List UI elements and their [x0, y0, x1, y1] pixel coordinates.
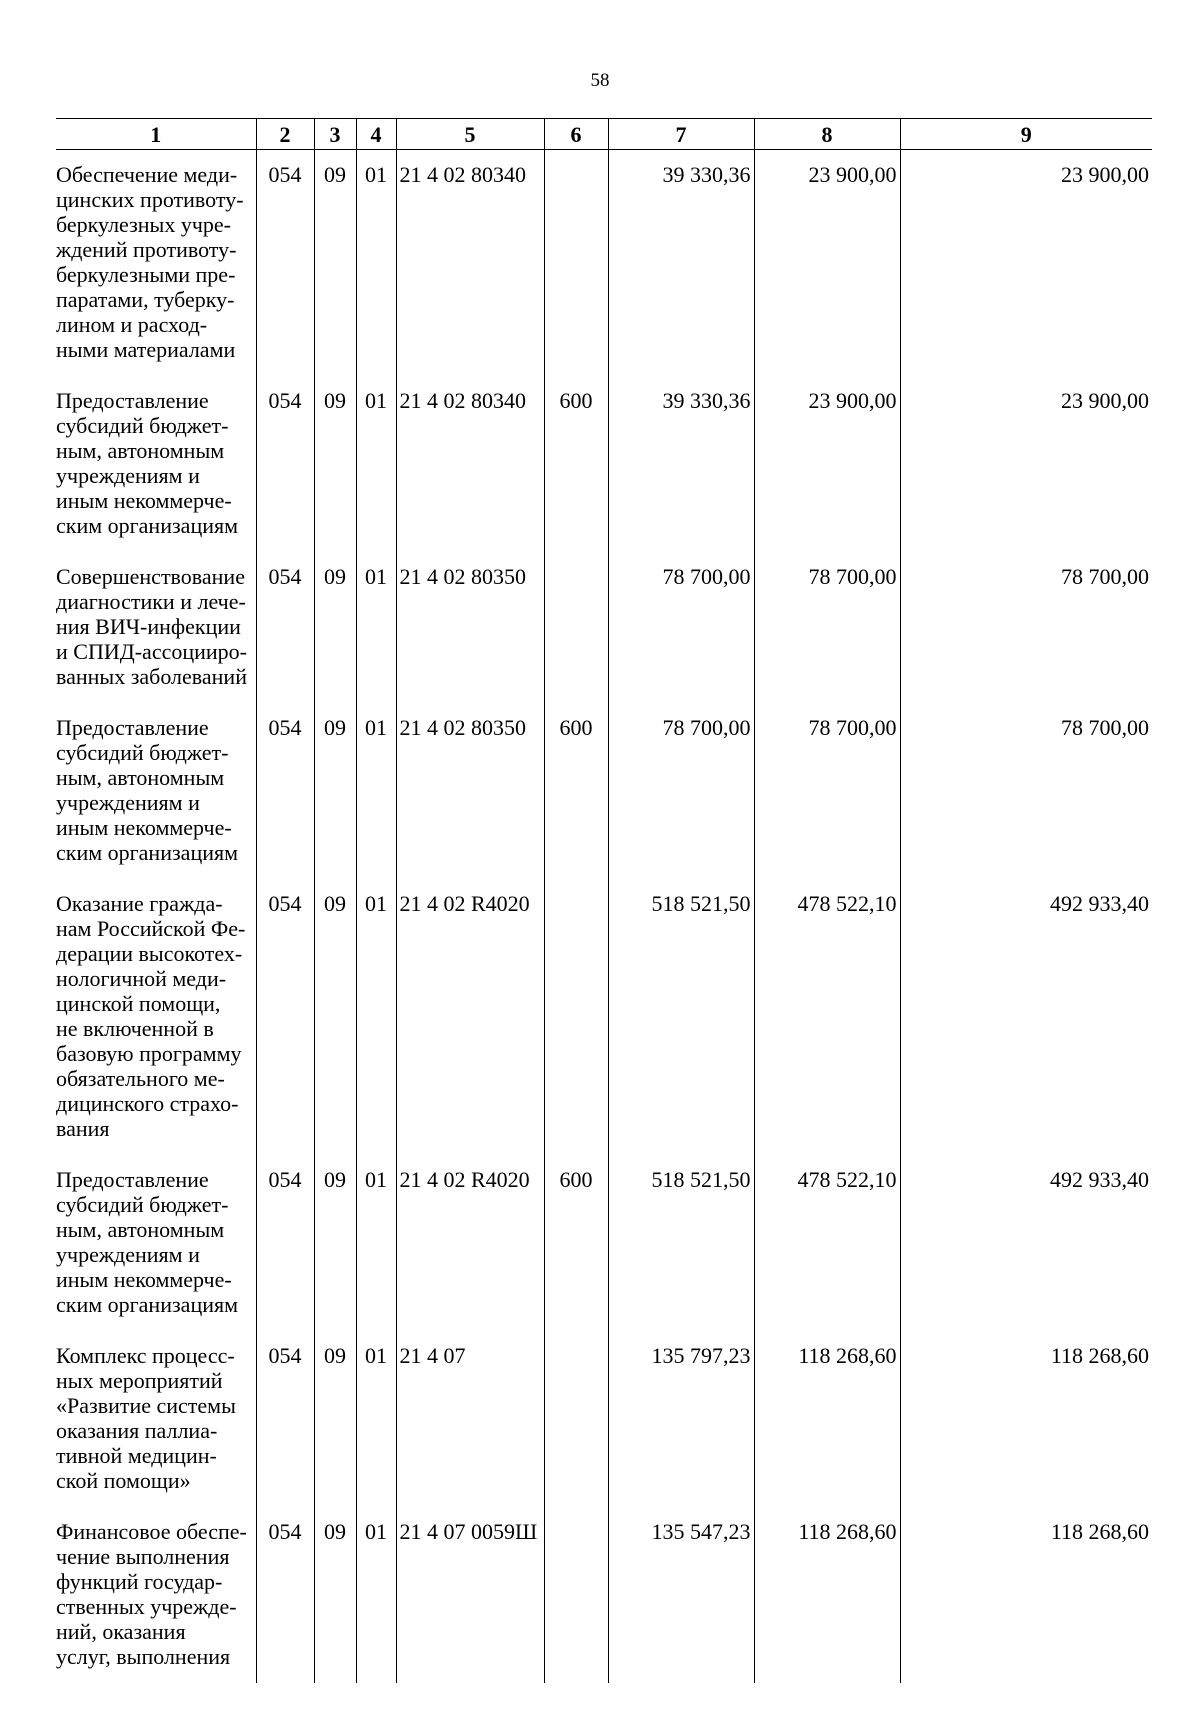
expense-type: 600	[544, 703, 608, 879]
table-body	[56, 150, 1152, 1684]
target-article: 21 4 07	[396, 1331, 544, 1507]
expense-name: Оказание гражда- нам Российской Фе- дерации высокотех- нологичной меди- цинской помощи, не включенной в базовую программу обязательного ме- дицинского страхо- вания	[56, 891, 246, 1141]
section-code: 09	[314, 879, 356, 1155]
amount-col7: 78 700,00	[608, 552, 754, 703]
expense-name: Обеспечение меди- цинских противоту- беркулезных учре- ждений противоту- беркулезными пре- паратами, туберку- лином и расход- ными материалами	[56, 162, 244, 362]
section-code: 09	[314, 1331, 356, 1507]
expense-type	[544, 1331, 608, 1507]
section-code: 09	[314, 376, 356, 552]
amount-col7: 518 521,50	[608, 1155, 754, 1331]
section-code: 09	[314, 150, 356, 377]
amount-col8: 118 268,60	[754, 1331, 900, 1507]
amount-col7: 39 330,36	[608, 376, 754, 552]
column-header-3: 3	[314, 119, 356, 150]
amount-col8: 23 900,00	[754, 150, 900, 377]
section-code: 09	[314, 552, 356, 703]
table-row	[56, 552, 1152, 703]
section-code: 09	[314, 1155, 356, 1331]
column-header-5: 5	[396, 119, 544, 150]
expense-name: Предоставление субсидий бюджет- ным, автономным учреждениям и иным некоммерче- ским организациям	[56, 1167, 239, 1317]
subsection-code: 01	[356, 703, 396, 879]
ministry-code: 054	[256, 703, 314, 879]
target-article: 21 4 02 80340	[396, 376, 544, 552]
column-header-1: 1	[56, 119, 256, 150]
expense-name: Предоставление субсидий бюджет- ным, автономным учреждениям и иным некоммерче- ским организациям	[56, 388, 239, 538]
expense-name: Комплекс процесс- ных мероприятий «Развитие системы оказания паллиа- тивной медицин- ской помощи»	[56, 1343, 236, 1493]
amount-col7: 39 330,36	[608, 150, 754, 377]
table-row	[56, 150, 1152, 377]
subsection-code: 01	[356, 1331, 396, 1507]
table-row	[56, 376, 1152, 552]
table-row	[56, 1155, 1152, 1331]
column-header-2: 2	[256, 119, 314, 150]
expense-name: Финансовое обеспе- чение выполнения функций государ- ственных учрежде- ний, оказания услуг, выполнения	[56, 1519, 247, 1669]
subsection-code: 01	[356, 879, 396, 1155]
amount-col9: 23 900,00	[900, 150, 1152, 377]
amount-col8: 78 700,00	[754, 703, 900, 879]
amount-col9: 78 700,00	[900, 703, 1152, 879]
amount-col7: 78 700,00	[608, 703, 754, 879]
amount-col9: 118 268,60	[900, 1331, 1152, 1507]
column-header-4: 4	[356, 119, 396, 150]
expense-name: Предоставление субсидий бюджет- ным, автономным учреждениям и иным некоммерче- ским организациям	[56, 715, 239, 865]
amount-col8: 78 700,00	[754, 552, 900, 703]
header-row	[56, 119, 1152, 150]
subsection-code: 01	[356, 376, 396, 552]
table-row	[56, 1507, 1152, 1683]
amount-col7: 135 547,23	[608, 1507, 754, 1683]
table-row	[56, 879, 1152, 1155]
subsection-code: 01	[356, 552, 396, 703]
ministry-code: 054	[256, 1155, 314, 1331]
expense-type	[544, 879, 608, 1155]
expense-name: Совершенствование диагностики и лече- ния ВИЧ-инфекции и СПИД-ассоцииро- ванных заболеваний	[56, 564, 247, 689]
amount-col9: 492 933,40	[900, 879, 1152, 1155]
subsection-code: 01	[356, 1155, 396, 1331]
page-number: 58	[590, 70, 610, 91]
table-row	[56, 703, 1152, 879]
expense-type: 600	[544, 376, 608, 552]
expense-type: 600	[544, 1155, 608, 1331]
column-header-9: 9	[900, 119, 1152, 150]
target-article: 21 4 02 R4020	[396, 1155, 544, 1331]
ministry-code: 054	[256, 1331, 314, 1507]
column-header-7: 7	[608, 119, 754, 150]
ministry-code: 054	[256, 1507, 314, 1683]
section-code: 09	[314, 703, 356, 879]
ministry-code: 054	[256, 376, 314, 552]
column-header-6: 6	[544, 119, 608, 150]
budget-table	[56, 118, 1152, 1683]
amount-col8: 118 268,60	[754, 1507, 900, 1683]
amount-col8: 478 522,10	[754, 879, 900, 1155]
section-code: 09	[314, 1507, 356, 1683]
amount-col8: 23 900,00	[754, 376, 900, 552]
amount-col7: 135 797,23	[608, 1331, 754, 1507]
ministry-code: 054	[256, 552, 314, 703]
ministry-code: 054	[256, 879, 314, 1155]
amount-col9: 23 900,00	[900, 376, 1152, 552]
target-article: 21 4 07 0059Ш	[396, 1507, 544, 1683]
amount-col9: 78 700,00	[900, 552, 1152, 703]
target-article: 21 4 02 80340	[396, 150, 544, 377]
amount-col7: 518 521,50	[608, 879, 754, 1155]
subsection-code: 01	[356, 150, 396, 377]
amount-col9: 492 933,40	[900, 1155, 1152, 1331]
ministry-code: 054	[256, 150, 314, 377]
column-header-8: 8	[754, 119, 900, 150]
subsection-code: 01	[356, 1507, 396, 1683]
target-article: 21 4 02 80350	[396, 552, 544, 703]
expense-type	[544, 1507, 608, 1683]
expense-type	[544, 150, 608, 377]
target-article: 21 4 02 R4020	[396, 879, 544, 1155]
amount-col8: 478 522,10	[754, 1155, 900, 1331]
table-row	[56, 1331, 1152, 1507]
target-article: 21 4 02 80350	[396, 703, 544, 879]
expense-type	[544, 552, 608, 703]
amount-col9: 118 268,60	[900, 1507, 1152, 1683]
